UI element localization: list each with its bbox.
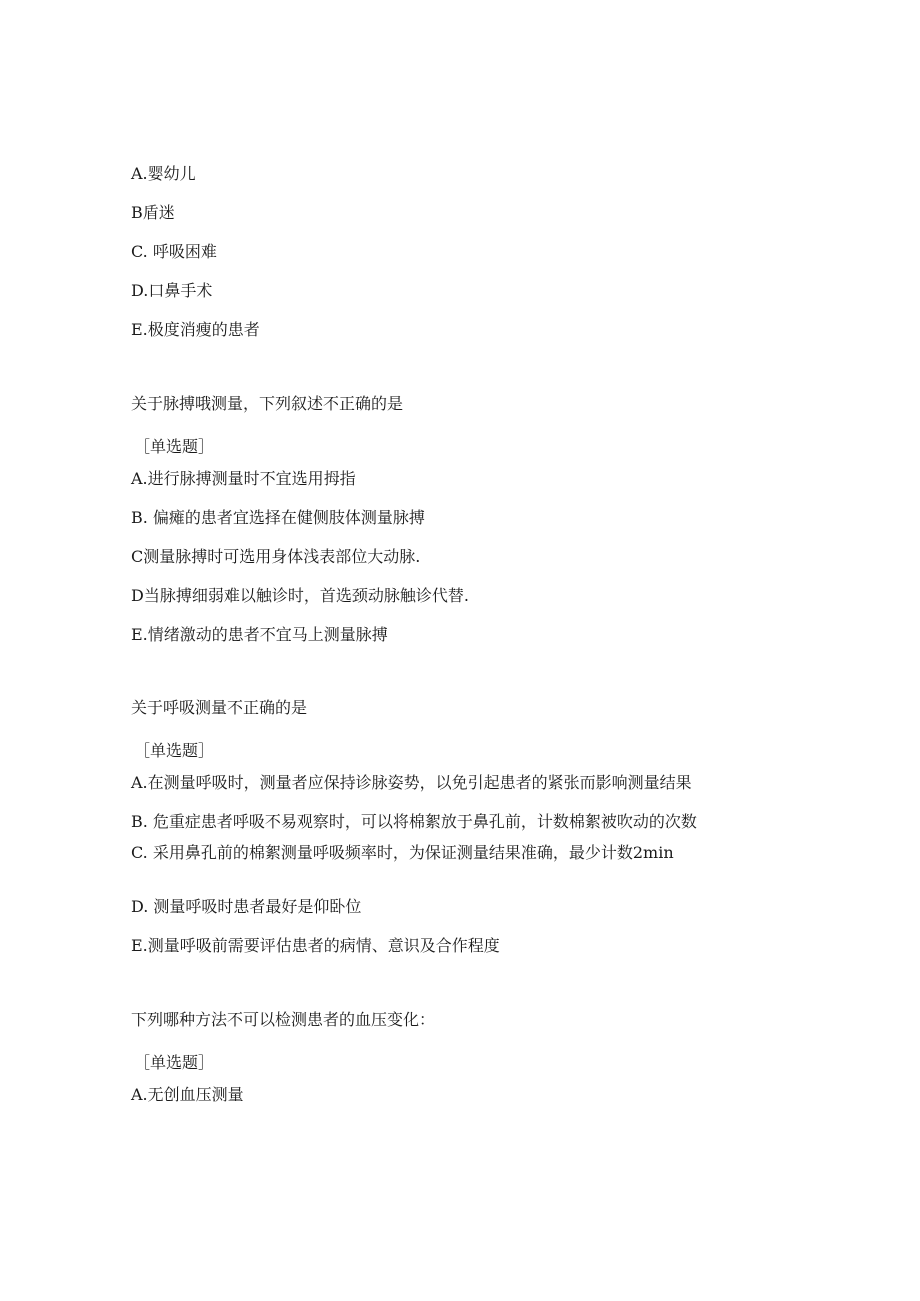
question-stem-respiration: 关于呼吸测量不正确的是: [131, 698, 308, 717]
option-q2-d: D. 测量呼吸时患者最好是仰卧位: [131, 897, 362, 916]
option-q0-e: E.极度消瘦的患者: [131, 320, 260, 339]
question-type-label: ［单选题］: [134, 1053, 215, 1072]
option-q1-a: A.进行脉搏测量时不宜选用拇指: [131, 469, 356, 488]
option-q2-a: A.在测量呼吸时，测量者应保持诊脉姿势，以免引起患者的紧张而影响测量结果: [131, 773, 692, 792]
question-type-label: ［单选题］: [134, 437, 215, 456]
option-q1-c: C测量脉搏时可选用身体浅表部位大动脉.: [131, 547, 421, 566]
question-stem-blood-pressure: 下列哪种方法不可以检测患者的血压变化：: [131, 1010, 436, 1029]
option-q0-a: A.婴幼儿: [131, 164, 196, 183]
option-q0-d: D.口鼻手术: [131, 281, 213, 300]
option-q0-b: B盾迷: [131, 203, 175, 222]
option-q2-e: E.测量呼吸前需要评估患者的病情、意识及合作程度: [131, 936, 500, 955]
option-q3-a: A.无创血压测量: [131, 1085, 244, 1104]
option-q1-b: B. 偏瘫的患者宜选择在健侧肢体测量脉搏: [131, 508, 425, 527]
option-q2-c: C. 采用鼻孔前的棉絮测量呼吸频率时，为保证测量结果准确，最少计数2min: [131, 843, 674, 862]
option-q2-b: B. 危重症患者呼吸不易观察时，可以将棉絮放于鼻孔前，计数棉絮被吹动的次数: [131, 812, 697, 831]
option-q1-d: D当脉搏细弱难以触诊时，首选颈动脉触诊代替.: [131, 586, 469, 605]
option-q1-e: E.情绪激动的患者不宜马上测量脉搏: [131, 625, 388, 644]
question-stem-pulse: 关于脉搏哦测量，下列叙述不正确的是: [131, 394, 404, 413]
option-q0-c: C. 呼吸困难: [131, 242, 217, 261]
question-type-label: ［单选题］: [134, 741, 215, 760]
